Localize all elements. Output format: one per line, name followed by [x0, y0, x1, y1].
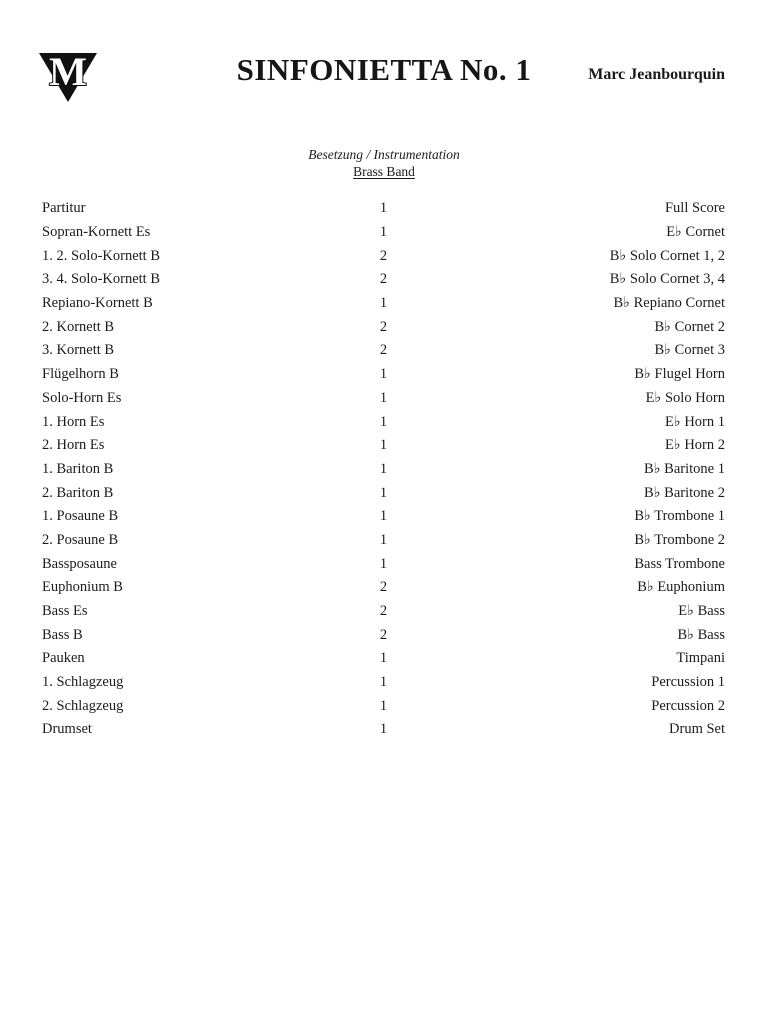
- table-row: [42, 671, 725, 695]
- table-row: [42, 339, 725, 363]
- part-name-english: E♭ Bass: [678, 603, 725, 620]
- composer-name: Marc Jeanbourquin: [588, 66, 725, 83]
- ensemble-type: Brass Band: [353, 164, 415, 179]
- part-name-german: 3. Kornett B: [42, 342, 115, 359]
- table-row: [42, 292, 725, 316]
- part-quantity: 1: [379, 721, 388, 738]
- part-quantity: 1: [379, 697, 388, 714]
- instrumentation-table: [42, 197, 725, 742]
- table-row: [42, 268, 725, 292]
- part-name-german: 2. Horn Es: [42, 437, 105, 454]
- part-quantity: 2: [379, 579, 388, 596]
- part-quantity: 1: [379, 650, 388, 667]
- part-quantity: 2: [379, 603, 388, 620]
- part-quantity: 2: [379, 342, 388, 359]
- table-row: [42, 244, 725, 268]
- logo-letter: M: [49, 49, 87, 94]
- table-row: [42, 505, 725, 529]
- table-row: [42, 529, 725, 553]
- part-name-english: B♭ Baritone 2: [644, 484, 725, 501]
- table-row: [42, 315, 725, 339]
- part-name-german: 1. Bariton B: [42, 460, 114, 477]
- part-quantity: 1: [379, 366, 388, 383]
- part-name-english: Timpani: [676, 650, 725, 667]
- part-name-english: Percussion 2: [651, 697, 725, 714]
- part-name-german: Bass Es: [42, 603, 88, 620]
- part-name-english: Bass Trombone: [634, 555, 725, 572]
- part-quantity: 1: [379, 200, 388, 217]
- part-name-english: B♭ Trombone 2: [634, 531, 725, 548]
- part-quantity: 1: [379, 224, 388, 241]
- table-row: [42, 623, 725, 647]
- part-quantity: 1: [379, 389, 388, 406]
- instrumentation-heading: Besetzung / Instrumentation: [308, 147, 460, 162]
- part-quantity: 1: [379, 555, 388, 572]
- table-row: [42, 600, 725, 624]
- part-name-english: B♭ Flugel Horn: [634, 366, 725, 383]
- part-name-german: Pauken: [42, 650, 85, 667]
- part-name-english: B♭ Bass: [677, 626, 725, 643]
- part-name-english: B♭ Trombone 1: [634, 508, 725, 525]
- table-row: [42, 387, 725, 411]
- part-quantity: 2: [379, 318, 388, 335]
- part-name-german: Partitur: [42, 200, 86, 217]
- section-heading-block: [0, 146, 768, 180]
- table-row: [42, 552, 725, 576]
- part-name-german: 2. Posaune B: [42, 531, 119, 548]
- part-name-german: Repiano-Kornett B: [42, 295, 153, 312]
- part-name-german: 1. Schlagzeug: [42, 674, 124, 691]
- part-name-english: Percussion 1: [651, 674, 725, 691]
- table-row: [42, 197, 725, 221]
- part-name-english: Drum Set: [669, 721, 725, 738]
- part-name-english: Full Score: [664, 200, 725, 217]
- part-name-german: Euphonium B: [42, 579, 123, 596]
- part-name-german: Drumset: [42, 721, 92, 738]
- part-name-german: 1. Horn Es: [42, 413, 105, 430]
- part-quantity: 1: [379, 460, 388, 477]
- page-title: SINFONIETTA No. 1: [236, 52, 532, 87]
- table-row: [42, 694, 725, 718]
- part-name-german: 2. Bariton B: [42, 484, 114, 501]
- part-quantity: 2: [379, 247, 388, 264]
- table-row: [42, 458, 725, 482]
- part-quantity: 1: [379, 413, 388, 430]
- part-quantity: 1: [379, 508, 388, 525]
- part-quantity: 1: [379, 674, 388, 691]
- part-name-english: E♭ Solo Horn: [645, 389, 725, 406]
- part-quantity: 1: [379, 531, 388, 548]
- part-quantity: 1: [379, 437, 388, 454]
- part-name-english: E♭ Cornet: [666, 224, 725, 241]
- table-row: [42, 363, 725, 387]
- part-name-english: B♭ Cornet 2: [654, 318, 725, 335]
- part-name-german: 3. 4. Solo-Kornett B: [42, 271, 161, 288]
- table-row: [42, 647, 725, 671]
- part-name-german: Bass B: [42, 626, 83, 643]
- part-quantity: 1: [379, 484, 388, 501]
- part-name-english: B♭ Euphonium: [637, 579, 725, 596]
- part-quantity: 2: [379, 271, 388, 288]
- part-name-english: B♭ Solo Cornet 3, 4: [609, 271, 725, 288]
- part-name-german: 2. Kornett B: [42, 318, 115, 335]
- table-row: [42, 434, 725, 458]
- table-row: [42, 221, 725, 245]
- part-name-german: 1. 2. Solo-Kornett B: [42, 247, 161, 264]
- table-row: [42, 576, 725, 600]
- part-name-english: E♭ Horn 1: [665, 413, 725, 430]
- part-quantity: 1: [379, 295, 388, 312]
- table-row: [42, 481, 725, 505]
- part-name-german: Sopran-Kornett Es: [42, 224, 151, 241]
- part-name-english: B♭ Cornet 3: [654, 342, 725, 359]
- part-name-english: B♭ Baritone 1: [644, 460, 725, 477]
- part-name-german: 2. Schlagzeug: [42, 697, 124, 714]
- part-name-german: Bassposaune: [42, 555, 117, 572]
- part-name-german: Solo-Horn Es: [42, 389, 122, 406]
- table-row: [42, 718, 725, 742]
- part-name-english: E♭ Horn 2: [665, 437, 725, 454]
- part-name-german: Flügelhorn B: [42, 366, 119, 383]
- part-quantity: 2: [379, 626, 388, 643]
- table-row: [42, 410, 725, 434]
- part-name-english: B♭ Repiano Cornet: [613, 295, 725, 312]
- part-name-german: 1. Posaune B: [42, 508, 119, 525]
- part-name-english: B♭ Solo Cornet 1, 2: [609, 247, 725, 264]
